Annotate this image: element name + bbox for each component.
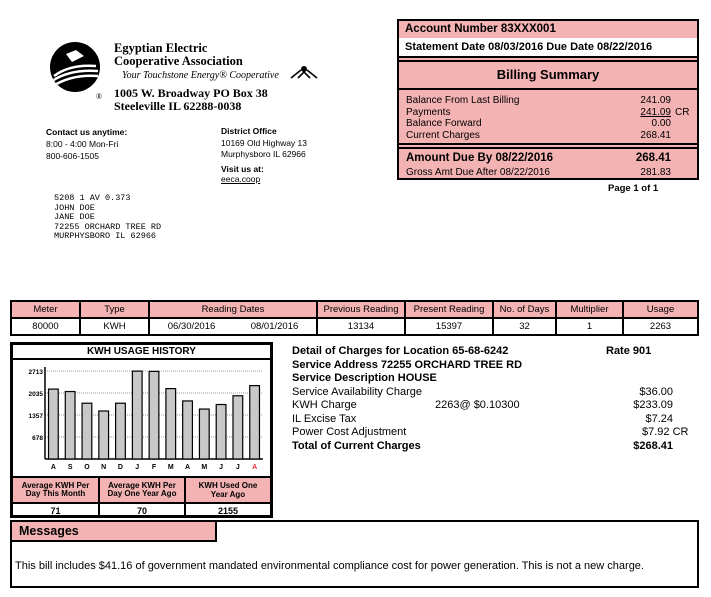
usage-bar xyxy=(166,389,176,459)
usage-summary-table xyxy=(13,476,270,517)
charge-line xyxy=(292,386,702,400)
kwh-year-ago-value: 2155 xyxy=(217,505,239,516)
y-tick-label: 2713 xyxy=(28,369,43,376)
month-label: M xyxy=(167,464,174,471)
col-header-days: No. of Days xyxy=(493,301,556,318)
cell-date-from: 06/30/2016 xyxy=(149,318,233,335)
usage-bar-chart xyxy=(13,361,270,477)
payments-value: 241.09 xyxy=(640,106,671,118)
cell-present: 15397 xyxy=(405,318,493,335)
total-label: Total of Current Charges xyxy=(292,439,421,452)
col-header-previous: Previous Reading xyxy=(317,301,405,318)
account-summary-box xyxy=(397,19,699,180)
charges-location: Detail of Charges for Location 65-68-6242 xyxy=(292,345,509,357)
cell-type: KWH xyxy=(80,318,149,335)
charge-line xyxy=(292,399,702,413)
gross-amount-label: Gross Amt Due After 08/22/2016 xyxy=(406,167,550,178)
district-city: Murphysboro IL 62966 xyxy=(221,149,306,159)
coop-logo xyxy=(50,42,100,92)
month-label: F xyxy=(151,464,157,471)
col-header-present: Present Reading xyxy=(405,301,493,318)
charge-detail: 2263@ $0.10300 xyxy=(435,399,520,411)
company-address-line2: Steeleville IL 62288-0038 xyxy=(114,99,242,113)
website-link[interactable]: eeca.coop xyxy=(221,174,261,184)
visit-label: Visit us at: xyxy=(221,163,264,174)
account-number-label: Account Number xyxy=(405,23,498,35)
cell-previous: 13134 xyxy=(317,318,405,335)
usage-bar xyxy=(132,371,142,459)
y-tick-label: 2035 xyxy=(28,390,43,398)
month-label: A xyxy=(252,464,258,471)
meter-reading-table xyxy=(10,300,699,336)
charge-label: KWH Charge xyxy=(292,399,357,411)
touchstone-energy-icon xyxy=(289,64,319,87)
page-indicator: Page 1 of 1 xyxy=(608,183,659,194)
district-office-heading: District Office xyxy=(221,126,277,136)
usage-bar xyxy=(149,371,159,459)
message-text: This bill includes $41.16 of government mandated environmental compliance cost for power generation. This is not a new charge. xyxy=(15,560,644,572)
month-label: J xyxy=(235,464,240,471)
statement-date-label: Statement Date xyxy=(405,41,486,53)
company-tagline: Your Touchstone Energy® Cooperative xyxy=(122,70,279,81)
col-header-usage: Usage xyxy=(623,301,698,318)
month-label: N xyxy=(101,464,107,471)
usage-bar xyxy=(199,409,209,459)
charge-amount: $7.24 xyxy=(645,412,673,425)
month-label: J xyxy=(135,464,140,471)
avg-this-month-header: Average KWH Per Day This Month xyxy=(13,477,99,503)
contact-hours: 8:00 - 4:00 Mon-Fri xyxy=(46,139,119,149)
contact-phone[interactable]: 800-606-1505 xyxy=(46,151,99,161)
balance-forward-value: 0.00 xyxy=(651,118,671,129)
account-number: 83XXX001 xyxy=(500,23,556,35)
statement-date: 08/03/2016 xyxy=(488,41,544,53)
month-label: A xyxy=(185,464,191,471)
usage-bar xyxy=(250,386,260,459)
charge-label: Power Cost Adjustment xyxy=(292,426,407,438)
mailing-line: JOHN DOE xyxy=(54,202,95,213)
usage-bar xyxy=(65,392,75,459)
charge-line xyxy=(292,426,702,440)
charge-label: IL Excise Tax xyxy=(292,412,357,425)
district-street: 10169 Old Highway 13 xyxy=(221,137,308,148)
kwh-year-ago-header: KWH Used One Year Ago xyxy=(185,477,270,503)
mailing-address xyxy=(54,194,161,242)
billing-summary-title: Billing Summary xyxy=(496,67,600,82)
company-name-line2: Cooperative Association xyxy=(114,54,243,68)
due-date-label: Due Date xyxy=(546,41,594,53)
month-label: A xyxy=(50,464,56,471)
charges-total xyxy=(292,440,702,454)
usage-bar xyxy=(82,403,92,459)
company-name-line1: Egyptian Electric xyxy=(114,41,208,55)
month-label: J xyxy=(219,464,224,471)
col-header-reading-dates: Reading Dates xyxy=(149,301,317,318)
current-charges-value: 268.41 xyxy=(640,129,671,141)
month-label: S xyxy=(67,464,73,471)
charges-detail xyxy=(292,345,702,453)
col-header-meter: Meter xyxy=(11,301,80,318)
messages-box xyxy=(10,520,699,588)
payments-label: Payments xyxy=(406,106,451,118)
service-description: Service Description HOUSE xyxy=(292,372,437,384)
y-tick-label: 678 xyxy=(32,435,43,443)
cell-days: 32 xyxy=(493,318,556,335)
month-label: D xyxy=(117,464,123,471)
registered-mark: ® xyxy=(96,92,103,101)
payments-credit-suffix: CR xyxy=(675,106,690,118)
service-address: Service Address 72255 ORCHARD TREE RD xyxy=(292,358,523,371)
charge-amount: $233.09 xyxy=(633,399,673,411)
cell-date-to: 08/01/2016 xyxy=(233,318,317,335)
contact-heading: Contact us anytime: xyxy=(46,127,128,137)
amount-due-value: 268.41 xyxy=(635,152,671,164)
usage-bar xyxy=(49,389,59,459)
col-header-type: Type xyxy=(80,301,149,318)
month-label: M xyxy=(201,464,208,471)
mailing-line: MURPHYSBORO IL 62966 xyxy=(54,231,157,241)
due-date: 08/22/2016 xyxy=(597,41,653,53)
amount-due-label: Amount Due By 08/22/2016 xyxy=(406,152,554,164)
usage-bar xyxy=(216,405,226,459)
balance-last-value: 241.09 xyxy=(640,95,671,106)
rate-label: Rate 901 xyxy=(606,345,652,357)
month-label: O xyxy=(84,464,90,471)
usage-bar xyxy=(116,403,126,459)
usage-bar xyxy=(99,411,109,459)
cell-usage: 2263 xyxy=(623,318,698,335)
balance-last-label: Balance From Last Billing xyxy=(406,95,520,106)
y-tick-label: 1357 xyxy=(28,412,43,420)
mailing-line: JANE DOE xyxy=(54,212,95,222)
mailing-line: 72255 ORCHARD TREE RD xyxy=(54,221,162,232)
messages-title: Messages xyxy=(12,522,217,542)
table-row xyxy=(11,318,698,335)
total-amount: $268.41 xyxy=(633,439,673,452)
avg-this-month-value: 71 xyxy=(13,503,99,517)
usage-bar xyxy=(233,396,243,459)
usage-bar xyxy=(183,401,193,459)
company-address-line1: 1005 W. Broadway PO Box 38 xyxy=(114,86,268,100)
cell-meter: 80000 xyxy=(11,318,80,335)
usage-history-box xyxy=(10,342,273,518)
cell-multiplier: 1 xyxy=(556,318,623,335)
balance-forward-label: Balance Forward xyxy=(406,118,482,129)
usage-history-title: KWH USAGE HISTORY xyxy=(13,345,270,360)
charge-amount: $36.00 xyxy=(639,385,673,398)
current-charges-label: Current Charges xyxy=(406,129,480,141)
col-header-multiplier: Multiplier xyxy=(556,301,623,318)
mailing-line: 5208 1 AV 0.373 xyxy=(54,193,131,203)
avg-year-ago-value: 70 xyxy=(99,503,185,517)
charge-amount: $7.92 CR xyxy=(642,426,689,438)
avg-year-ago-header: Average KWH Per Day One Year Ago xyxy=(99,477,185,503)
gross-amount-value: 281.83 xyxy=(640,167,671,178)
charge-label: Service Availability Charge xyxy=(292,385,423,398)
charge-line xyxy=(292,413,702,427)
